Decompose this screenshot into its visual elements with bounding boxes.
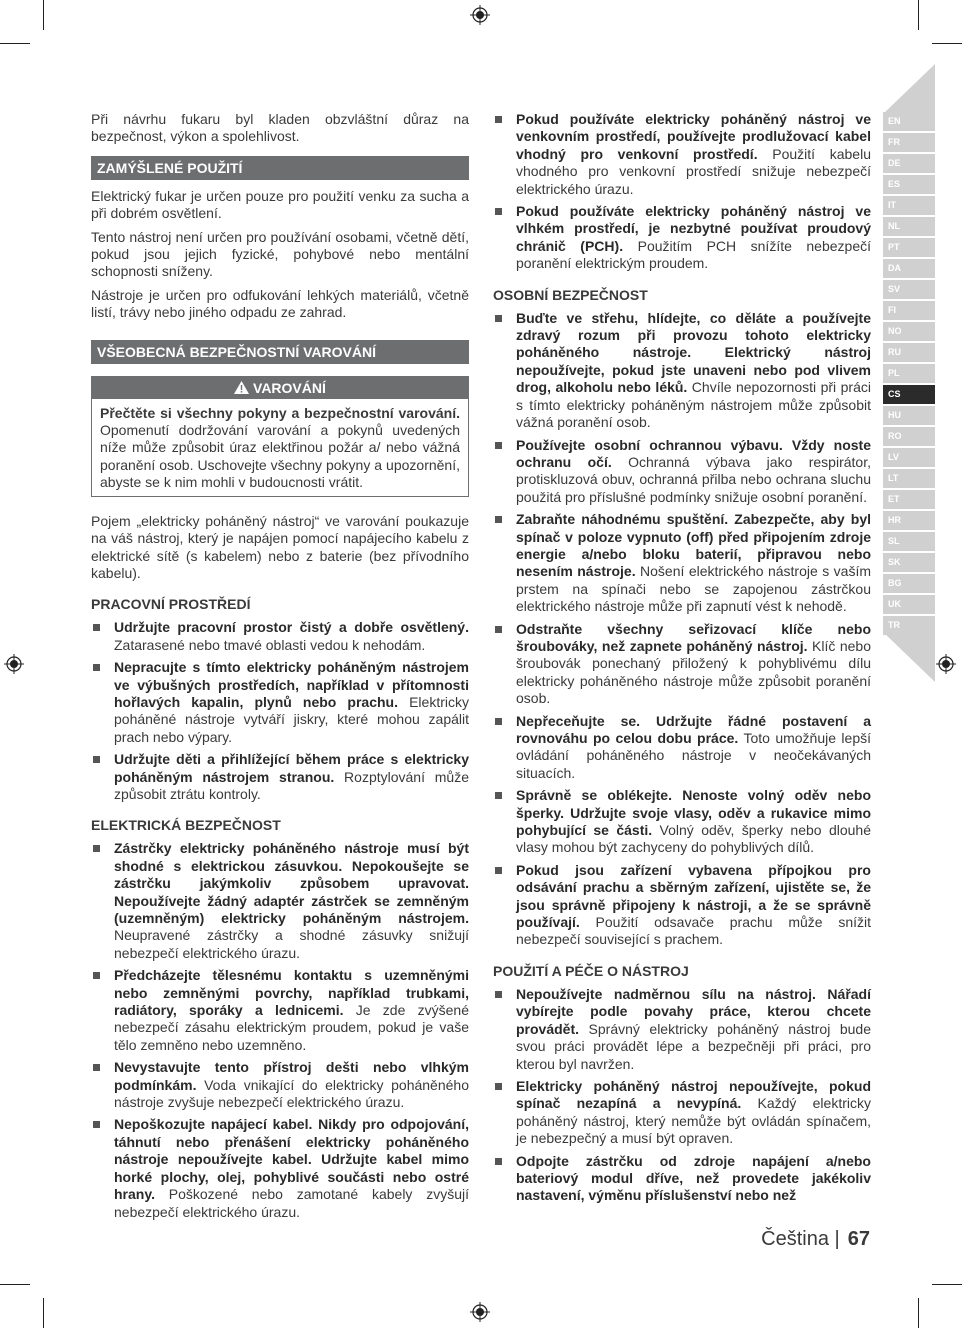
bullet-square-icon [495, 442, 502, 449]
list-item [91, 751, 469, 803]
language-tab-sk: SK [883, 553, 935, 572]
page-footer [700, 1228, 870, 1251]
list-item [493, 111, 871, 198]
warning-header [92, 377, 468, 399]
bullet-square-icon [93, 624, 100, 631]
list-item-text: Ochranná výbava jako respirátor, protiskluzová obuv, ochranná přilba nebo ochrana sluchu použitá pro příslušné podmínky snižuje osobní poranění. [516, 453, 871, 505]
language-tab-ru: RU [883, 343, 935, 362]
list-item-text: Použití odsavače prachu může snížit nebezpečí související s prachem. [516, 914, 871, 948]
language-tab-bevel [883, 632, 935, 682]
bullet-square-icon [93, 756, 100, 763]
intro-paragraph: Při návrhu fukaru byl kladen obzvláštní důraz na bezpečnost, výkon a spolehlivost. [91, 111, 469, 145]
language-tab-lt: LT [883, 469, 935, 488]
bullet-square-icon [495, 1083, 502, 1090]
paragraph: Tento nástroj není určen pro používání osobami, včetně dětí, pokud jsou jejich fyzické, pohybové nebo mentální schopnosti sníženy. [91, 228, 469, 280]
crop-mark [932, 1284, 962, 1285]
warning-text: Opomenutí dodržování varování a pokynů uvedených níže může způsobit úraz elektřinou požár a/ nebo vážná poranění osob. Uschovejte všechny pokyny a upozornění, abyste se k nim mohli v budoucnosti vrátit. [100, 422, 460, 491]
bullet-square-icon [93, 1121, 100, 1128]
right-column [493, 111, 871, 1210]
list-item-bold: Odpojte zástrčku od zdroje napájení a/nebo bateriový modul dříve, než provedete jakékoliv nastavení, výměnu příslušenství nebo než [516, 1152, 871, 1204]
list-item-bold: Buďte ve střehu, hlídejte, co děláte a používejte zdravý rozum při provozu tohoto elektricky poháněného nástroje. Elektrický nástroj nepoužívejte, pokud jste unaveni nebo pod vlivem drog, alkoholu nebo léků. [516, 309, 871, 396]
list-item [493, 787, 871, 857]
bullet-list [493, 310, 871, 949]
language-tab-nl: NL [883, 217, 935, 236]
language-tab-es: ES [883, 175, 935, 194]
paragraph: Nástroje je určen pro odfukování lehkých materiálů, včetně listí, trávy nebo jiného odpadu ze zahrad. [91, 286, 469, 321]
list-item-text: Zatarasené nebo tmavé oblasti vedou k nehodám. [114, 636, 426, 653]
list-item [493, 1078, 871, 1148]
definition-paragraph: Pojem „elektricky poháněný nástroj“ ve varování poukazuje na váš nástroj, který je napájen pomocí napájecího kabelu z elektrické sítě (s kabelem) nebo z baterie (bez přívodního kabelu). [91, 512, 469, 581]
list-item [91, 840, 469, 962]
list-item [493, 203, 871, 273]
subheading-work-area: PRACOVNÍ PROSTŘEDÍ [91, 596, 251, 613]
crop-mark [0, 43, 30, 44]
list-item [493, 1153, 871, 1205]
language-tab-et: ET [883, 490, 935, 509]
list-item-text: Každý elektricky poháněný nástroj, který nemůže být ovládán spínačem, je nebezpečný a musí být opraven. [516, 1095, 871, 1147]
language-tab-hu: HU [883, 406, 935, 425]
list-item [493, 511, 871, 615]
list-item-text: Použití kabelu vhodného pro venkovní prostředí snižuje nebezpečí elektrického úrazu. [516, 145, 871, 197]
list-item-bold: Elektricky poháněný nástroj nepoužívejte, pokud spínač nezapíná a nevypíná. [516, 1077, 871, 1112]
crop-mark [918, 0, 919, 30]
bullet-square-icon [495, 792, 502, 799]
crop-mark [932, 43, 962, 44]
language-tab-cs: CS [883, 385, 935, 404]
language-tab-pl: PL [883, 364, 935, 383]
language-tab-de: DE [883, 154, 935, 173]
registration-mark-icon [470, 1302, 490, 1322]
list-item-bold: Odstraňte všechny seřizovací klíče nebo šroubováky, než zapnete poháněný nástroj. [516, 620, 871, 654]
bullet-square-icon [93, 1064, 100, 1071]
subheading-electrical-safety: ELEKTRICKÁ BEZPEČNOST [91, 817, 281, 834]
subheading-tool-use: POUŽITÍ A PÉČE O NÁSTROJ [493, 962, 689, 979]
list-item-text: Neupravené zástrčky a shodné zásuvky snižují nebezpečí elektrického úrazu. [114, 927, 469, 961]
bullet-list [493, 111, 871, 273]
bullet-list [91, 840, 469, 1221]
list-item-text: Volný oděv, šperky nebo dlouhé vlasy mohou být zachyceny do pohyblivých dílů. [516, 822, 871, 856]
list-item-text: Nošení elektrického nástroje s vaším prstem na spínači nebo se zapojenou zástrčkou elektrického nástroje může při zapnutí vést k nehodě. [516, 563, 871, 615]
bullet-square-icon [93, 972, 100, 979]
bullet-list [91, 619, 469, 803]
bullet-square-icon [495, 516, 502, 523]
list-item-text: Je zde zvýšené nebezpečí zásahu elektrickým proudem, pokud je vaše tělo zemněno nebo uzemněno. [114, 1002, 469, 1053]
language-tab-fr: FR [883, 133, 935, 152]
bullet-square-icon [93, 664, 100, 671]
language-tab-ro: RO [883, 427, 935, 446]
registration-mark-icon [470, 5, 490, 25]
language-tab-en: EN [883, 112, 935, 131]
list-item-bold: Udržujte pracovní prostor čistý a dobře osvětlený. [114, 619, 469, 636]
list-item-bold: Pokud používáte elektricky poháněný nástroj ve vlhkém prostředí, je nezbytné používat proudový chránič (PCH). [516, 203, 871, 254]
list-item-bold: Udržujte děti a přihlížející během práce s elektricky poháněným nástrojem stranou. [114, 751, 469, 785]
language-tab-it: IT [883, 196, 935, 215]
subheading-personal-safety: OSOBNÍ BEZPEČNOST [493, 286, 648, 303]
language-tab-da: DA [883, 259, 935, 278]
list-item-bold: Zástrčky elektricky poháněného nástroje musí být shodné s elektrickou zásuvkou. Nepokoušejte se zástrčku jakýmkoliv způsobem upravovat. Nepoužívejte žádný adaptér zástrček se zemněným (uzemněným) elektricky poháněným nástrojem. [114, 840, 469, 926]
bullet-list [493, 986, 871, 1205]
language-tab-uk: UK [883, 595, 935, 614]
list-item [493, 862, 871, 949]
list-item-text: Voda vnikající do elektricky poháněného nástroje zvyšuje nebezpečí elektrického úrazu. [114, 1076, 469, 1111]
list-item-text: Rozptylování může způsobit ztrátu kontroly. [114, 768, 469, 802]
language-tab-sl: SL [883, 532, 935, 551]
list-item-bold: Pokud používáte elektricky poháněný nástroj ve venkovním prostředí, používejte prodlužovací kabel vhodný pro venkovní prostředí. [516, 111, 871, 162]
crop-mark [918, 1298, 919, 1328]
footer-language: Čeština | [761, 1228, 840, 1250]
crop-mark [0, 1284, 30, 1285]
language-tabs [883, 112, 935, 637]
list-item [91, 1059, 469, 1111]
section-heading-intended-use: ZAMÝŠLENÉ POUŽITÍ [91, 156, 469, 180]
list-item-bold: Nepoužívejte nadměrnou sílu na nástroj. Nářadí vybírejte podle povahy práce, kterou chcete provádět. [516, 985, 871, 1037]
list-item-text: Klíč nebo šroubovák ponechaný přiložený k pohyblivému dílu elektricky poháněného nástroje může způsobit poranění osob. [516, 637, 872, 707]
section-heading-general-warnings: VŠEOBECNÁ BEZPEČNOSTNÍ VAROVÁNÍ [91, 340, 469, 364]
bullet-square-icon [93, 845, 100, 852]
list-item-bold: Nevystavujte tento přístroj dešti nebo vlhkým podmínkám. [114, 1059, 469, 1093]
list-item-text: Elektricky poháněné nástroje vytváří jiskry, které mohou zapálit prach nebo výpary. [114, 693, 469, 745]
list-item-text: Správný elektricky poháněný nástroj bude svou práci provádět lépe a bezpečněji při práci, pro kterou byl navržen. [516, 1020, 871, 1072]
language-tab-hr: HR [883, 511, 935, 530]
crop-mark [43, 1298, 44, 1328]
list-item-bold: Nepřeceňujte se. Udržujte řádné postavení a rovnováhu po celou dobu práce. [516, 712, 871, 746]
language-tab-lv: LV [883, 448, 935, 467]
list-item [91, 619, 469, 654]
language-tab-tr: TR [883, 616, 935, 635]
list-item-bold: Nepracujte s tímto elektricky poháněným nástrojem ve výbušných prostředích, například v přítomnosti hořlavých kapalin, plynů nebo prachu. [114, 659, 469, 710]
language-tab-pt: PT [883, 238, 935, 257]
list-item-text: Poškozené nebo zamotané kabely zvyšují nebezpečí elektrického úrazu. [114, 1186, 469, 1220]
list-item-text: Toto umožňuje lepší ovládání poháněného nástroje v neočekávaných situacích. [516, 730, 872, 781]
language-tab-bevel [883, 64, 935, 116]
list-item [493, 621, 871, 708]
list-item-bold: Zabraňte náhodnému spuštění. Zabezpečte, aby byl spínač v poloze vypnuto (off) před připojením zdroje energie a/nebo bloku baterií, připravou nebo nesením nástroje. [516, 511, 871, 580]
language-tab-sv: SV [883, 280, 935, 299]
bullet-square-icon [495, 718, 502, 725]
list-item [91, 1116, 469, 1220]
bullet-square-icon [495, 208, 502, 215]
list-item [91, 967, 469, 1054]
list-item-bold: Pokud jsou zařízení vybavena přípojkou pro odsávání prachu a sběrným zařízení, ujistěte se, že jsou správně připojeny k nástroji, a že se správně používají. [516, 861, 871, 931]
list-item [493, 437, 871, 507]
list-item-text: Chvíle nepozornosti při práci s tímto elektricky poháněným nástrojem může způsobit vážná poranění osob. [516, 379, 871, 431]
bullet-square-icon [495, 867, 502, 874]
paragraph: Elektrický fukar je určen pouze pro použití venku za sucha a při dobrém osvětlení. [91, 187, 469, 222]
warning-body [92, 399, 468, 496]
list-item [493, 713, 871, 783]
bullet-square-icon [495, 116, 502, 123]
warning-box [91, 376, 469, 497]
bullet-square-icon [495, 991, 502, 998]
list-item-bold: Používejte osobní ochrannou výbavu. Vždy noste ochranu očí. [516, 436, 871, 470]
left-column [91, 111, 469, 1226]
bullet-square-icon [495, 315, 502, 322]
crop-mark [43, 0, 44, 30]
list-item [493, 986, 871, 1073]
registration-mark-icon [936, 654, 956, 674]
page-number: 67 [847, 1228, 870, 1250]
bullet-square-icon [495, 1158, 502, 1165]
language-tab-fi: FI [883, 301, 935, 320]
language-tab-no: NO [883, 322, 935, 341]
list-item [493, 310, 871, 432]
list-item-text: Použitím PCH snížíte nebezpečí poranění elektrickým proudem. [516, 237, 871, 272]
language-tab-bg: BG [883, 574, 935, 593]
list-item-bold: Správně se oblékejte. Nenoste volný oděv nebo šperky. Udržujte svoje vlasy, oděv a rukavice mimo pohybující se části. [516, 787, 871, 839]
warning-title: VAROVÁNÍ [253, 379, 326, 396]
bullet-square-icon [495, 626, 502, 633]
list-item-bold: Nepoškozujte napájecí kabel. Nikdy pro odpojování, táhnutí nebo přenášení elektricky poháněného nástroje nepoužívejte kabel. Udržujte kabel mimo horké plochy, olej, pohyblivé součásti nebo ostré hrany. [114, 1116, 469, 1203]
warning-triangle-icon [234, 381, 249, 394]
warning-bold-text: Přečtěte si všechny pokyny a bezpečnostní varování. [100, 404, 460, 421]
list-item-bold: Předcházejte tělesnému kontaktu s uzemněnými nebo zemněnými povrchy, například trubkami, radiátory, sporáky a lednicemi. [114, 967, 469, 1019]
registration-mark-icon [4, 654, 24, 674]
list-item [91, 659, 469, 746]
